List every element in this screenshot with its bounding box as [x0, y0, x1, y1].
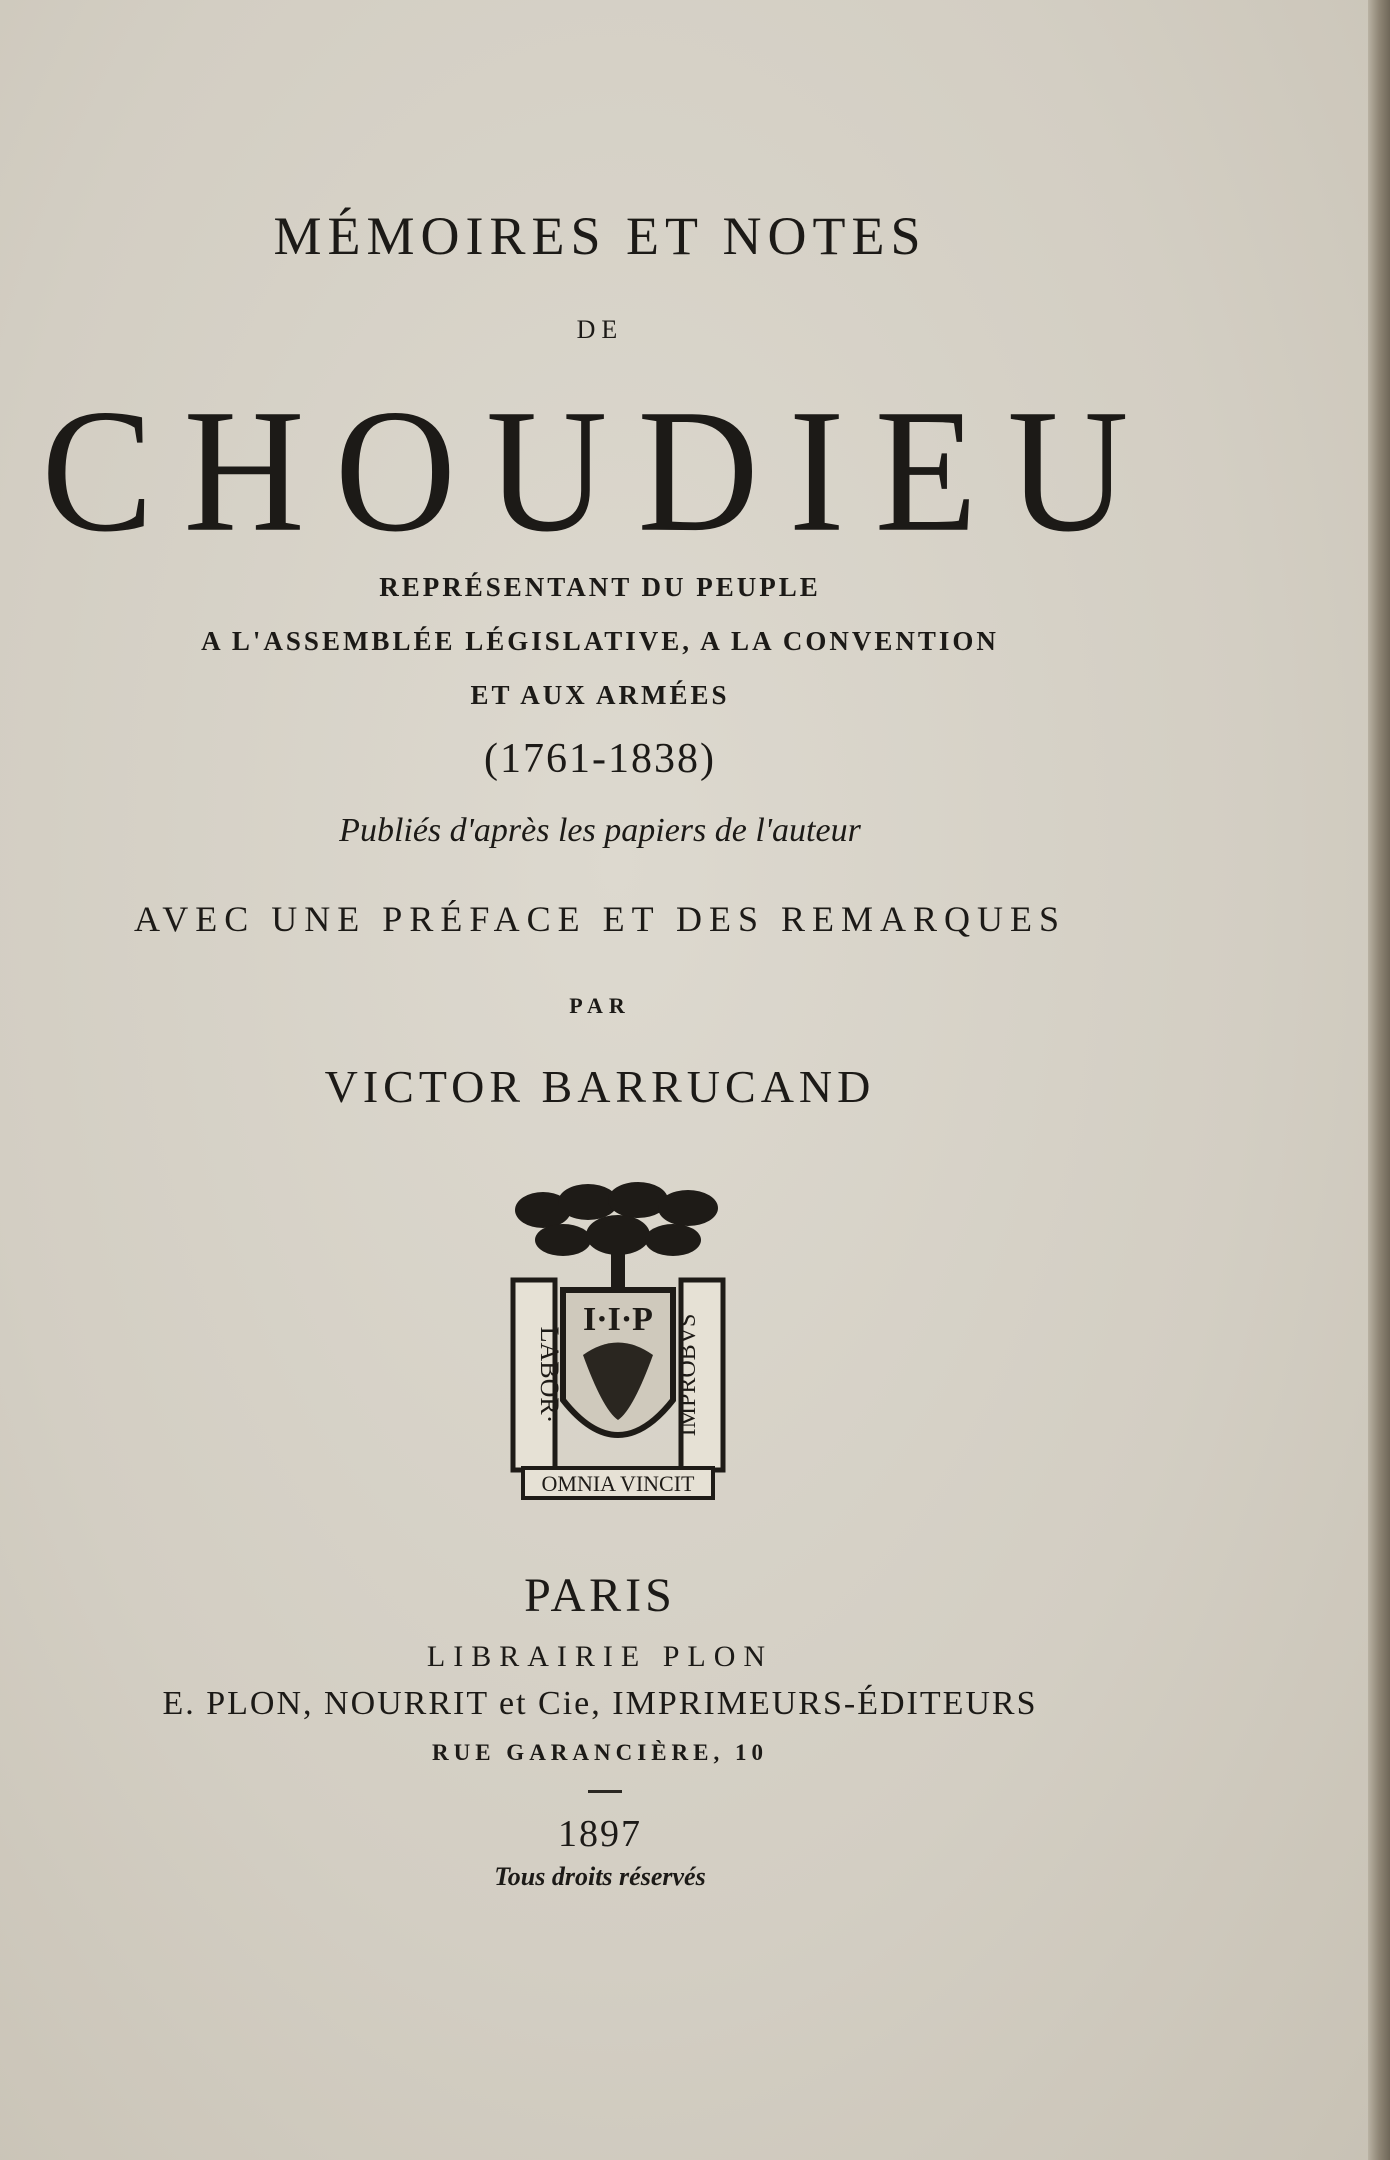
- editor-name: VICTOR BARRUCAND: [324, 1061, 876, 1112]
- published-note: Publiés d'après les papiers de l'auteur: [339, 812, 861, 849]
- subtitle-line-2: A L'ASSEMBLÉE LÉGISLATIVE, A LA CONVENTION: [201, 626, 999, 656]
- dates: (1761-1838): [484, 736, 716, 782]
- rights-note: Tous droits réservés: [494, 1862, 706, 1891]
- printer-mark-bottom-band: OMNIA VINCIT: [541, 1471, 695, 1496]
- page-edge: [1368, 0, 1390, 2160]
- imprint: E. PLON, NOURRIT et Cie, IMPRIMEURS-ÉDITEURS: [162, 1685, 1038, 1722]
- city: PARIS: [524, 1569, 676, 1622]
- short-rule: [588, 1790, 622, 1793]
- preface-line: AVEC UNE PRÉFACE ET DES REMARQUES: [133, 899, 1067, 939]
- subtitle-line-1: REPRÉSENTANT DU PEUPLE: [379, 572, 821, 602]
- subtitle-line-3: ET AUX ARMÉES: [470, 680, 730, 710]
- printer-mark-left-band: LABOR·: [535, 1326, 564, 1424]
- publisher: LIBRAIRIE PLON: [426, 1640, 774, 1673]
- printer-mark-emblem: [503, 1180, 733, 1510]
- author-name: CHOUDIEU: [41, 373, 1159, 569]
- by-label: PAR: [569, 993, 631, 1018]
- title-line-2: DE: [576, 315, 624, 344]
- year: 1897: [558, 1813, 642, 1855]
- printer-mark-monogram: I·I·P: [583, 1301, 653, 1338]
- title-line-1: MÉMOIRES ET NOTES: [273, 206, 927, 266]
- printer-mark-right-band: IMPROBVS: [675, 1313, 701, 1437]
- address: RUE GARANCIÈRE, 10: [432, 1740, 768, 1765]
